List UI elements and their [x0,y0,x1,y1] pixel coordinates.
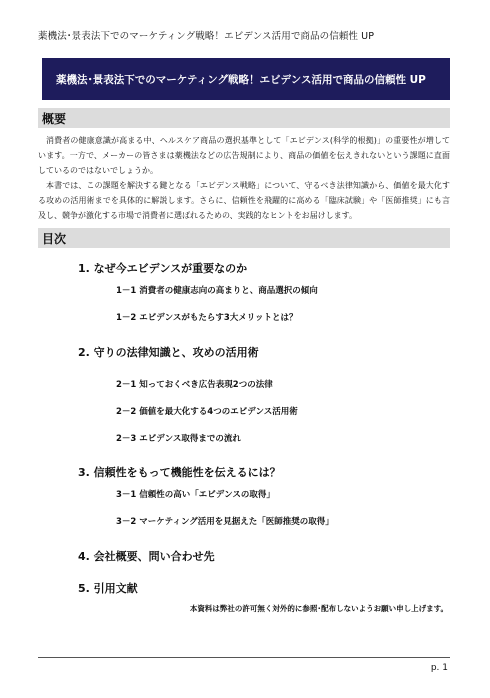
overview-heading [38,108,450,128]
banner-title: 薬機法･景表法下でのマーケティング戦略！エビデンス活用で商品の信頼性 UP [56,73,426,86]
toc-heading-label: 目次 [42,231,67,246]
overview-body [38,133,450,223]
overview-paragraph: 本書では、この課題を解決する鍵となる「エビデンス戦略」について、守るべき法律知識から、価値を最大化する攻めの活用術までを具体的に解説します。さらに、信頼性を飛躍的に高める「臨床試験」や「医師推奨」にも言及し、競争が激化する市場で消費者に選ばれるための、実践的なヒントをお届けします。 [38,181,450,220]
toc-item-2-3[interactable]: 2－3 エビデンス取得までの流れ [116,434,241,444]
toc-item-2[interactable]: 2. 守りの法律知識と、攻めの活用術 [78,346,259,359]
toc-item-3-2[interactable]: 3－2 マーケティング活用を見据えた「医師推奨の取得」 [116,517,334,527]
toc-item-2-1[interactable]: 2－1 知っておくべき広告表現2つの法律 [116,380,273,390]
toc-item-3-1[interactable]: 3－1 信頼性の高い「エビデンスの取得」 [116,490,275,500]
toc-item-1[interactable]: 1. なぜ今エビデンスが重要なのか [78,262,248,275]
footer-divider [38,657,450,658]
page-header-title: 薬機法･景表法下でのマーケティング戦略！エビデンス活用で商品の信頼性 UP [38,31,375,42]
toc-heading [38,228,450,248]
overview-paragraph: 消費者の健康意識が高まる中、ヘルスケア商品の選択基準として「エビデンス(科学的根拠)」の重要性が増しています。一方で、メーカーの皆さまは薬機法などの広告規制により、商品の価値を伝えきれないという課題に直面しているのではないでしょうか。 [38,136,450,175]
toc-item-1-2[interactable]: 1－2 エビデンスがもたらす3大メリットとは？ [116,313,298,323]
title-banner [42,58,450,100]
toc-item-4[interactable]: 4. 会社概要、問い合わせ先 [78,550,215,563]
overview-heading-label: 概要 [42,111,67,126]
toc-item-3[interactable]: 3. 信頼性をもって機能性を伝えるには？ [78,466,281,479]
toc-item-5[interactable]: 5. 引用文献 [78,582,138,595]
toc-item-2-2[interactable]: 2－2 価値を最大化する4つのエビデンス活用術 [116,407,298,417]
confidentiality-notice: 本資料は弊社の許可無く対外的に参照･配布しないようお願い申し上げます。 [189,604,448,613]
toc-item-1-1[interactable]: 1－1 消費者の健康志向の高まりと、商品選択の傾向 [116,286,318,296]
page-number: p. 1 [430,663,448,673]
